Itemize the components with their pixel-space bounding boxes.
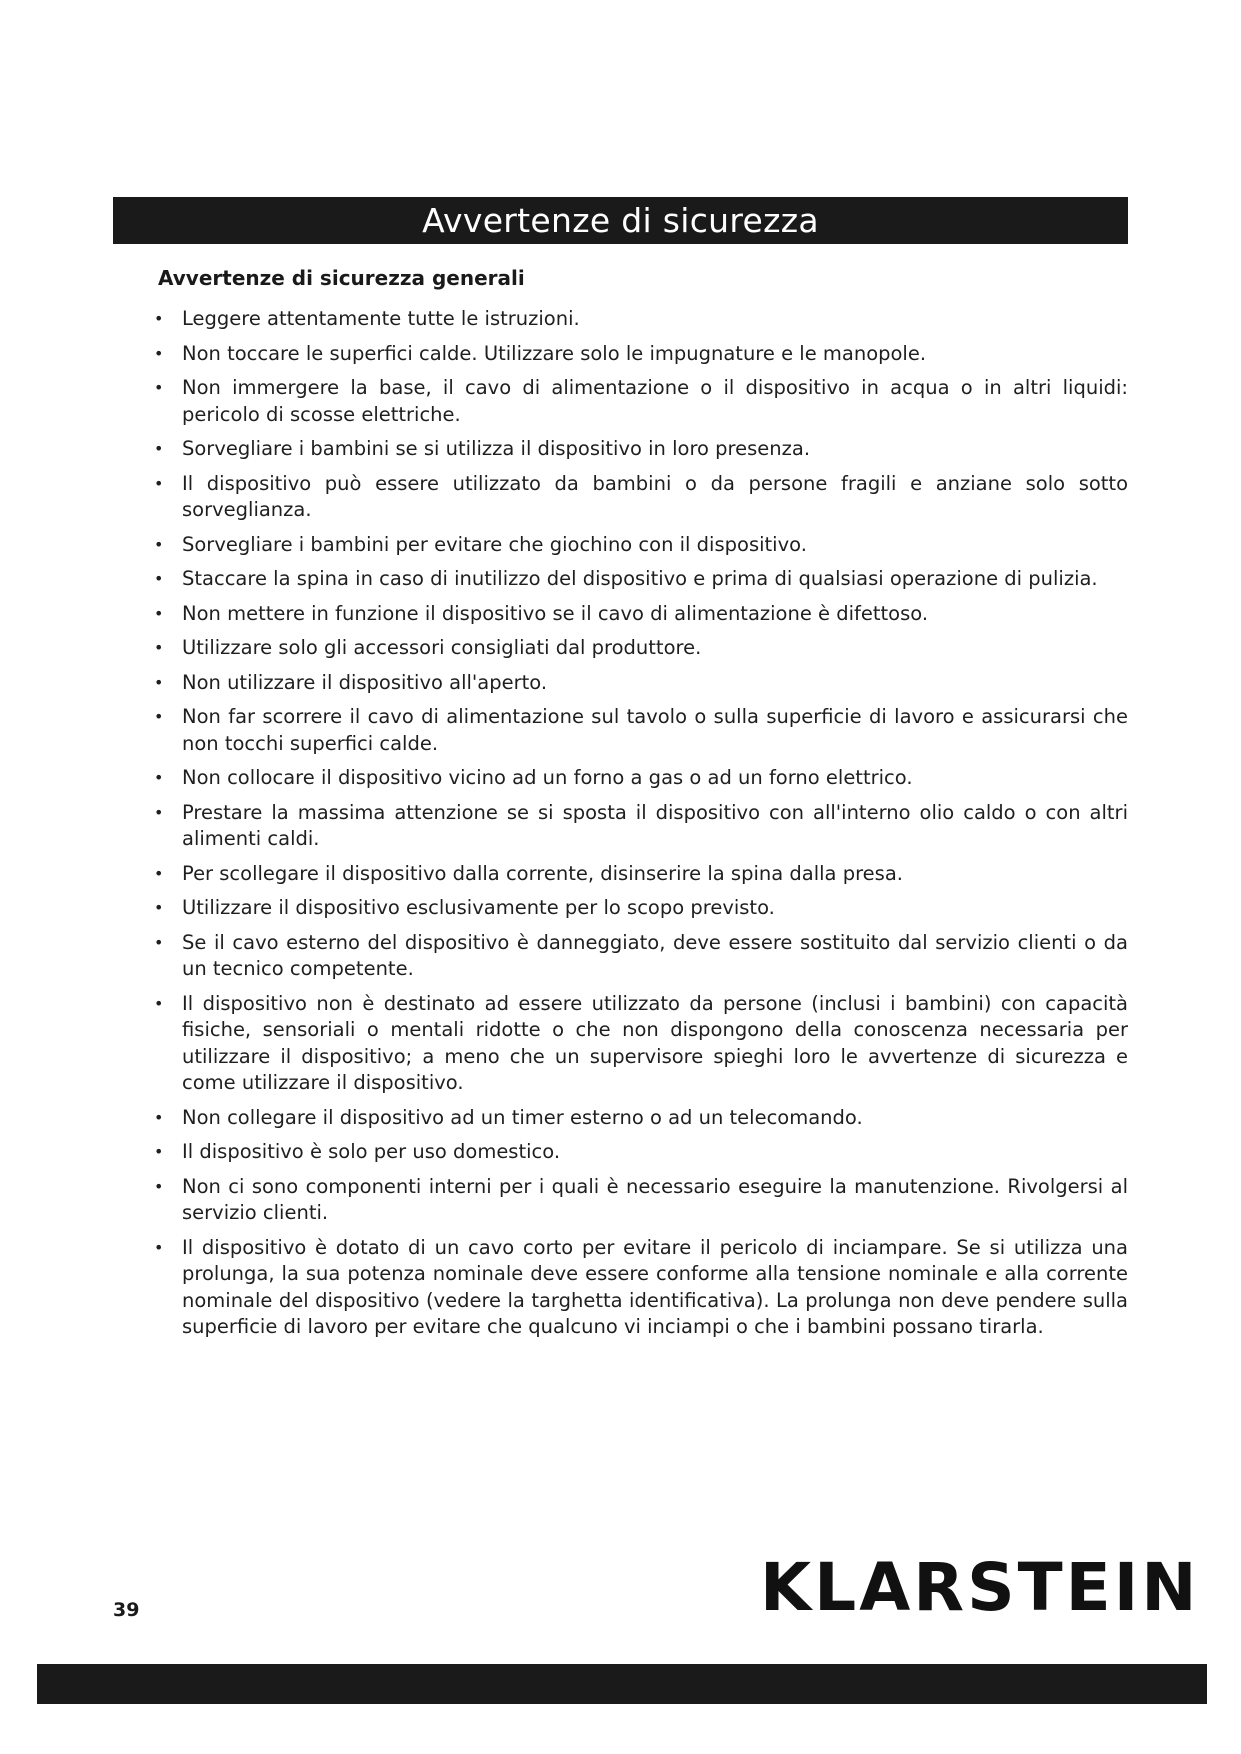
page-title: Avvertenze di sicurezza: [422, 201, 819, 240]
list-item: • Per scollegare il dispositivo dalla corrente, disinserire la spina dalla presa.: [152, 861, 1128, 888]
list-item: • Non collegare il dispositivo ad un timer esterno o ad un telecomando.: [152, 1105, 1128, 1132]
list-item: • Sorvegliare i bambini per evitare che giochino con il dispositivo.: [152, 532, 1128, 559]
list-item: • Utilizzare solo gli accessori consigliati dal produttore.: [152, 635, 1128, 662]
list-item: • Il dispositivo può essere utilizzato da bambini o da persone fragili e anziane solo sotto sorveglianza.: [152, 471, 1128, 524]
list-item: • Non mettere in funzione il dispositivo se il cavo di alimentazione è difettoso.: [152, 601, 1128, 628]
list-item: • Non immergere la base, il cavo di alimentazione o il dispositivo in acqua o in altri liquidi: pericolo di scosse elettriche.: [152, 375, 1128, 428]
safety-warnings-list: [152, 306, 1128, 1349]
page-number: 39: [113, 1599, 140, 1621]
list-item: • Il dispositivo è solo per uso domestico.: [152, 1139, 1128, 1166]
section-heading: Avvertenze di sicurezza generali: [158, 266, 525, 290]
list-item: • Utilizzare il dispositivo esclusivamente per lo scopo previsto.: [152, 895, 1128, 922]
list-item: • Sorvegliare i bambini se si utilizza il dispositivo in loro presenza.: [152, 436, 1128, 463]
title-bar: [113, 197, 1128, 244]
footer-bar: [37, 1664, 1207, 1704]
list-item: • Il dispositivo è dotato di un cavo corto per evitare il pericolo di inciampare. Se si utilizza una prolunga, la sua potenza nominale deve essere conforme alla tensione nominale e alla corrente nominale del dispositivo (vedere la targhetta identificativa). La prolunga non deve pendere sulla superficie di lavoro per evitare che qualcuno vi inciampi o che i bambini possano tirarla.: [152, 1235, 1128, 1341]
list-item: • Non ci sono componenti interni per i quali è necessario eseguire la manutenzione. Rivolgersi al servizio clienti.: [152, 1174, 1128, 1227]
list-item: • Non far scorrere il cavo di alimentazione sul tavolo o sulla superficie di lavoro e assicurarsi che non tocchi superfici calde.: [152, 704, 1128, 757]
list-item: • Staccare la spina in caso di inutilizzo del dispositivo e prima di qualsiasi operazione di pulizia.: [152, 566, 1128, 593]
brand-logo: KLARSTEIN: [760, 1549, 1200, 1626]
list-item: • Non utilizzare il dispositivo all'aperto.: [152, 670, 1128, 697]
list-item: • Il dispositivo non è destinato ad essere utilizzato da persone (inclusi i bambini) con capacità fisiche, sensoriali o mentali ridotte o che non dispongono della conoscenza necessaria per utilizzare il dispositivo; a meno che un supervisore spieghi loro le avvertenze di sicurezza e come utilizzare il dispositivo.: [152, 991, 1128, 1097]
list-item: • Non toccare le superfici calde. Utilizzare solo le impugnature e le manopole.: [152, 341, 1128, 368]
list-item: • Se il cavo esterno del dispositivo è danneggiato, deve essere sostituito dal servizio clienti o da un tecnico competente.: [152, 930, 1128, 983]
list-item: • Leggere attentamente tutte le istruzioni.: [152, 306, 1128, 333]
list-item: • Non collocare il dispositivo vicino ad un forno a gas o ad un forno elettrico.: [152, 765, 1128, 792]
list-item: • Prestare la massima attenzione se si sposta il dispositivo con all'interno olio caldo o con altri alimenti caldi.: [152, 800, 1128, 853]
